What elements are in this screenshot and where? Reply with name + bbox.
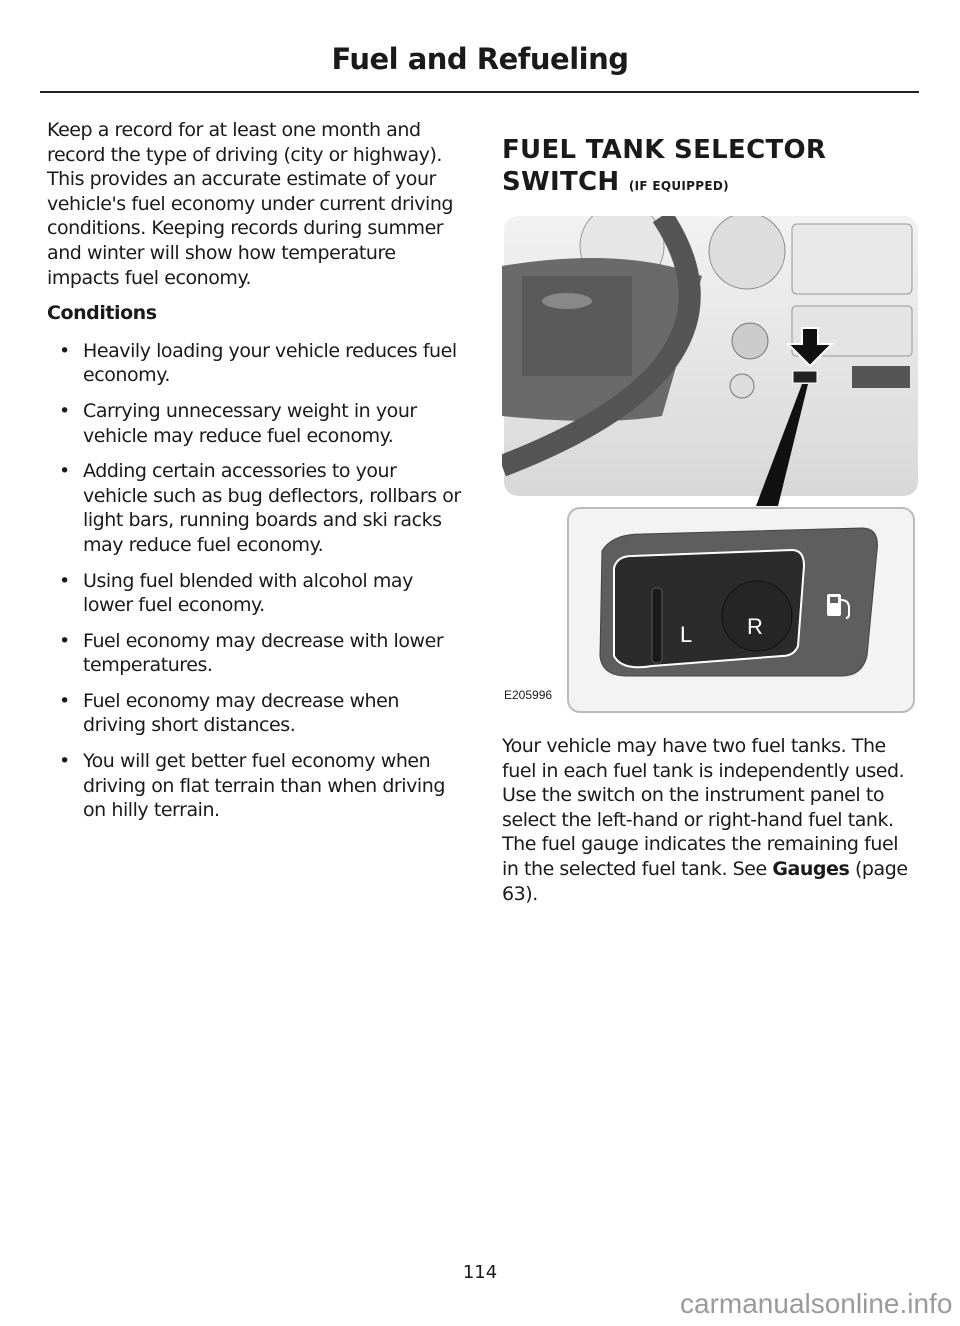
body-paragraph [502,734,920,906]
conditions-heading: Conditions [47,302,157,325]
section-heading [502,134,920,202]
gauges-link[interactable]: Gauges [772,857,850,880]
fuel-tank-selector-illustration [502,216,920,716]
right-column [502,134,920,917]
page-number: 114 [462,1262,498,1283]
header-rule [40,91,919,93]
switch-label-left: L [680,622,692,647]
section-heading-text: FUEL TANK SELECTOR SWITCH [502,135,827,197]
dashboard-illustration [502,216,920,716]
section-heading-note: (IF EQUIPPED) [628,179,729,193]
list-item: • Carrying unnecessary weight in your vehicle may reduce fuel economy. [47,399,465,448]
list-item: • Heavily loading your vehicle reduces fuel economy. [47,339,465,388]
list-item: • You will get better fuel economy when driving on flat terrain than when driving on hilly terrain. [47,749,465,823]
body-text: Your vehicle may have two fuel tanks. The fuel in each fuel tank is independently used. Use the switch on the instrument panel to select the left-hand or right-hand fuel tank. The fuel gauge indicates the remaining fuel in the selected fuel tank. See [502,735,905,880]
list-item: • Fuel economy may decrease when driving short distances. [47,689,465,738]
watermark: carmanualsonline.info [680,1288,953,1319]
switch-label-right: R [747,614,763,639]
left-column [47,118,465,834]
list-item: • Using fuel blended with alcohol may lower fuel economy. [47,569,465,618]
figure-code: E205996 [504,688,553,703]
page-title: Fuel and Refueling [331,42,629,76]
page-reference: (page 63). [502,857,908,905]
intro-paragraph: Keep a record for at least one month and record the type of driving (city or highway). This provides an accurate estimate of your vehicle's fuel economy under current driving conditions. Keeping records during summer and winter will show how temperature impacts fuel economy. [47,119,454,289]
list-item: • Fuel economy may decrease with lower temperatures. [47,629,465,678]
list-item: • Adding certain accessories to your vehicle such as bug deflectors, rollbars or light bars, running boards and ski racks may reduce fuel economy. [47,459,465,557]
conditions-list [47,339,465,823]
